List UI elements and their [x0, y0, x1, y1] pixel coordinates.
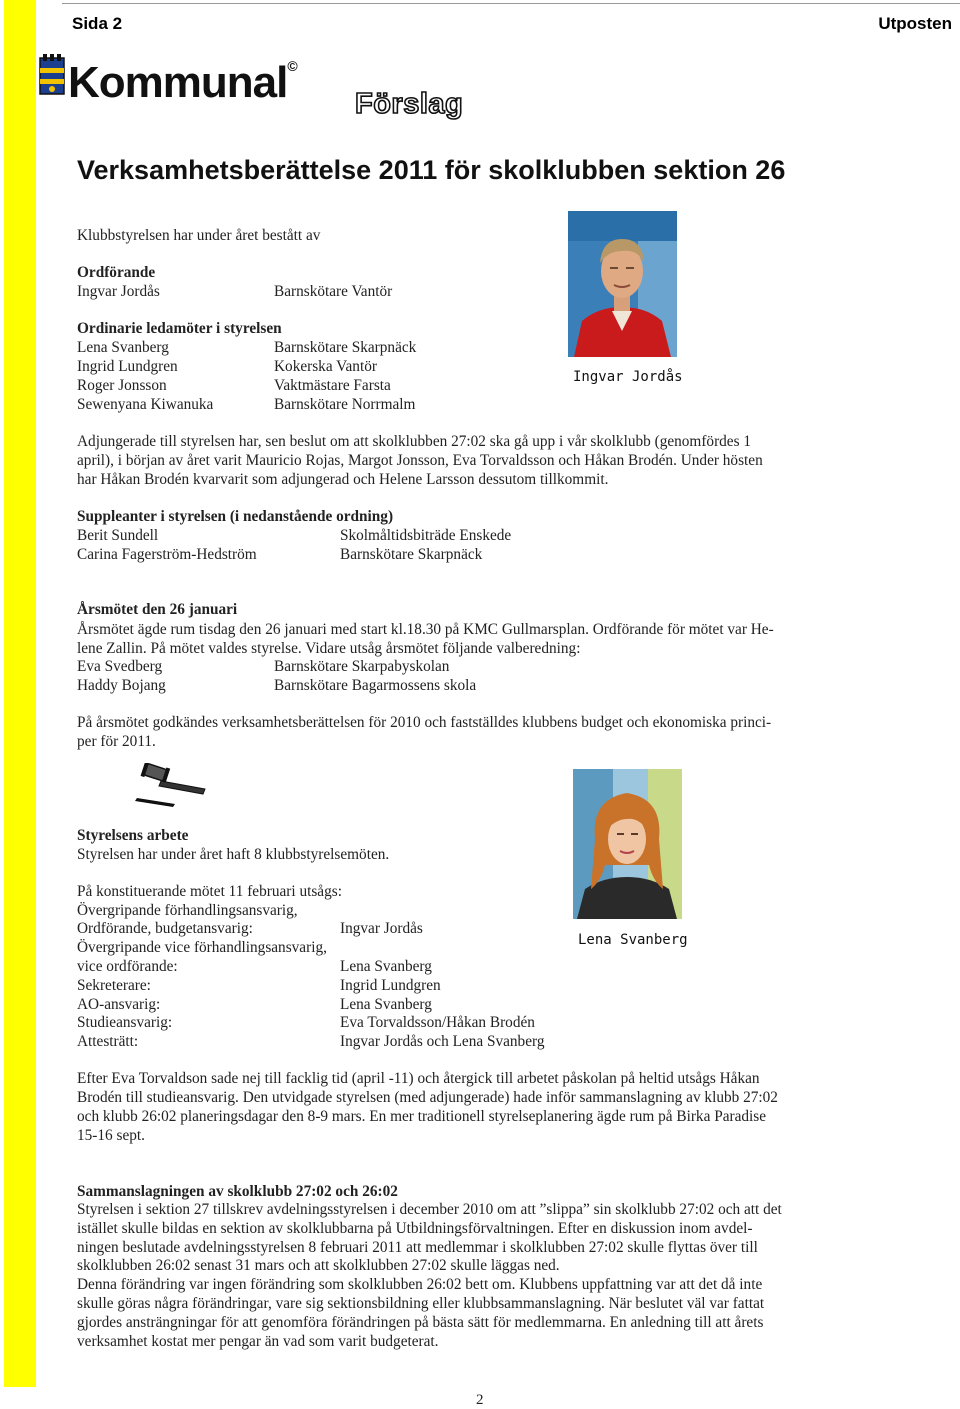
- merger-line: skulle göras några förändringar, vare sig sektionsbildning eller klubbsammanslagning. När beslutet väl var fattat: [77, 1295, 765, 1312]
- merger-line: istället skulle bildas en sektion av skolklubbarna på Utbildningsförvaltningen. Efter en diskussion inom avdel-: [77, 1220, 753, 1237]
- chair-heading: Ordförande: [77, 264, 156, 281]
- adjunct-line: Adjungerade till styrelsen har, sen beslut om att skolklubben 27:02 ska gå upp i vår skolklubb (genomfördes 1: [77, 433, 752, 450]
- annual-heading: Årsmötet den 26 januari: [77, 601, 238, 618]
- role-value: Lena Svanberg: [340, 996, 432, 1013]
- role-value: Eva Torvaldsson/Håkan Brodén: [340, 1014, 535, 1031]
- board-text: Styrelsen har under året haft 8 klubbstyrelsemöten.: [77, 846, 390, 863]
- page-title: Verksamhetsberättelse 2011 för skolklubben sektion 26: [77, 155, 786, 185]
- role-value: Ingvar Jordås: [340, 920, 423, 937]
- members-heading: Ordinarie ledamöter i styrelsen: [77, 320, 282, 337]
- after-line: Efter Eva Torvaldson sade nej till facklig tid (april -11) och återgick till arbetet påskolan på heltid utsågs Håkan: [77, 1070, 760, 1087]
- committee-name: Haddy Bojang: [77, 677, 166, 694]
- member-name: Sewenyana Kiwanuka: [77, 396, 214, 413]
- role-label: Attesträtt:: [77, 1033, 139, 1050]
- page-header-left: Sida 2: [72, 14, 123, 33]
- deputy-name: Carina Fagerström-Hedström: [77, 546, 257, 563]
- header-rule: [62, 3, 960, 4]
- role-label: AO-ansvarig:: [77, 996, 161, 1013]
- role-label: Studieansvarig:: [77, 1014, 173, 1031]
- role-value: Lena Svanberg: [340, 958, 432, 975]
- photo-caption-lena: Lena Svanberg: [578, 932, 688, 948]
- kommunal-logo-text: Kommunal©: [68, 58, 297, 107]
- role-value: Ingrid Lundgren: [340, 977, 441, 994]
- photo-caption-ingvar: Ingvar Jordås: [573, 369, 683, 385]
- role-value: Ingvar Jordås och Lena Svanberg: [340, 1033, 545, 1050]
- deputy-name: Berit Sundell: [77, 527, 159, 544]
- approval-line: På årsmötet godkändes verksamhetsberättelsen för 2010 och fastställdes klubbens budget och ekonomiska princi-: [77, 714, 772, 731]
- role-label: vice ordförande:: [77, 958, 178, 975]
- portrait-photo-ingvar: [568, 211, 677, 362]
- member-role: Barnskötare Norrmalm: [274, 396, 416, 413]
- deputy-role: Barnskötare Skarpnäck: [340, 546, 483, 563]
- adjunct-line: april), i början av året varit Mauricio Rojas, Margot Jonsson, Eva Torvaldsson och Håkan Brodén. Under hösten: [77, 452, 763, 469]
- board-heading: Styrelsens arbete: [77, 827, 189, 844]
- after-line: Brodén till studieansvarig. Den utvidgade styrelsen (med adjungerade) hade inför sammanslagning av klubb 27:02: [77, 1089, 778, 1106]
- role-label: Sekreterare:: [77, 977, 151, 994]
- constituent-text: På konstituerande mötet 11 februari utsågs:: [77, 883, 342, 900]
- merger-line: Denna förändring var ingen förändring som skolklubben 26:02 bett om. Klubbens uppfattning var att det då inte: [77, 1276, 763, 1293]
- page-header-right: Utposten: [878, 14, 952, 33]
- merger-line: gjordes ansträngningar för att genomföra förändringen på bästa sätt för medlemmarna. En anledning till att årets: [77, 1314, 764, 1331]
- gavel-icon: [133, 763, 209, 814]
- forslag-heading: Förslag: [355, 88, 464, 120]
- kommunal-crest-icon: [38, 54, 66, 103]
- portrait-photo-lena: [573, 769, 682, 924]
- role-label: Ordförande, budgetansvarig:: [77, 920, 253, 937]
- deputy-role: Skolmåltidsbiträde Enskede: [340, 527, 512, 544]
- committee-role: Barnskötare Skarpabyskolan: [274, 658, 450, 675]
- member-name: Lena Svanberg: [77, 339, 169, 356]
- chair-name: Ingvar Jordås: [77, 283, 160, 300]
- merger-heading: Sammanslagningen av skolklubb 27:02 och 26:02: [77, 1183, 398, 1200]
- intro-text: Klubbstyrelsen har under året bestått av: [77, 227, 321, 244]
- chair-role: Barnskötare Vantör: [274, 283, 393, 300]
- yellow-sidebar-bar: [4, 0, 36, 1387]
- merger-line: ningen beslutade avdelningsstyrelsen 8 februari 2011 att medlemmar i skolklubben 27:02 skulle flyttas över till: [77, 1239, 758, 1256]
- committee-name: Eva Svedberg: [77, 658, 163, 675]
- member-name: Roger Jonsson: [77, 377, 167, 394]
- committee-role: Barnskötare Bagarmossens skola: [274, 677, 477, 694]
- annual-line: lene Zallin. På mötet valdes styrelse. Vidare utsåg årsmötet följande valberedning:: [77, 640, 581, 657]
- approval-line: per för 2011.: [77, 733, 156, 750]
- annual-line: Årsmötet ägde rum tisdag den 26 januari med start kl.18.30 på KMC Gullmarsplan. Ordförande för mötet var He-: [77, 621, 774, 638]
- member-role: Kokerska Vantör: [274, 358, 377, 375]
- adjunct-line: har Håkan Brodén kvarvarit som adjungerad och Helene Larsson dessutom tillkommit.: [77, 471, 609, 488]
- after-line: och klubb 26:02 planeringsdagar den 8-9 mars. En mer traditionell styrelseplanering ägde rum på Birka Paradise: [77, 1108, 767, 1125]
- member-role: Vaktmästare Farsta: [274, 377, 391, 394]
- merger-line: skolklubben 26:02 senast 31 mars och att skolklubben 27:02 skulle läggas ned.: [77, 1257, 560, 1274]
- page-number: 2: [476, 1392, 484, 1408]
- merger-line: verksamhet kostat mer pengar än vad som varit budgeterat.: [77, 1333, 439, 1350]
- member-role: Barnskötare Skarpnäck: [274, 339, 417, 356]
- deputies-heading: Suppleanter i styrelsen (i nedanstående ordning): [77, 508, 394, 525]
- role-label: Övergripande vice förhandlingsansvarig,: [77, 939, 327, 956]
- merger-line: Styrelsen i sektion 27 tillskrev avdelningsstyrelsen i december 2010 om att ”slippa” sin skolklubb 27:02 och att det: [77, 1201, 782, 1218]
- role-label: Övergripande förhandlingsansvarig,: [77, 902, 298, 919]
- member-name: Ingrid Lundgren: [77, 358, 178, 375]
- after-line: 15-16 sept.: [77, 1127, 145, 1144]
